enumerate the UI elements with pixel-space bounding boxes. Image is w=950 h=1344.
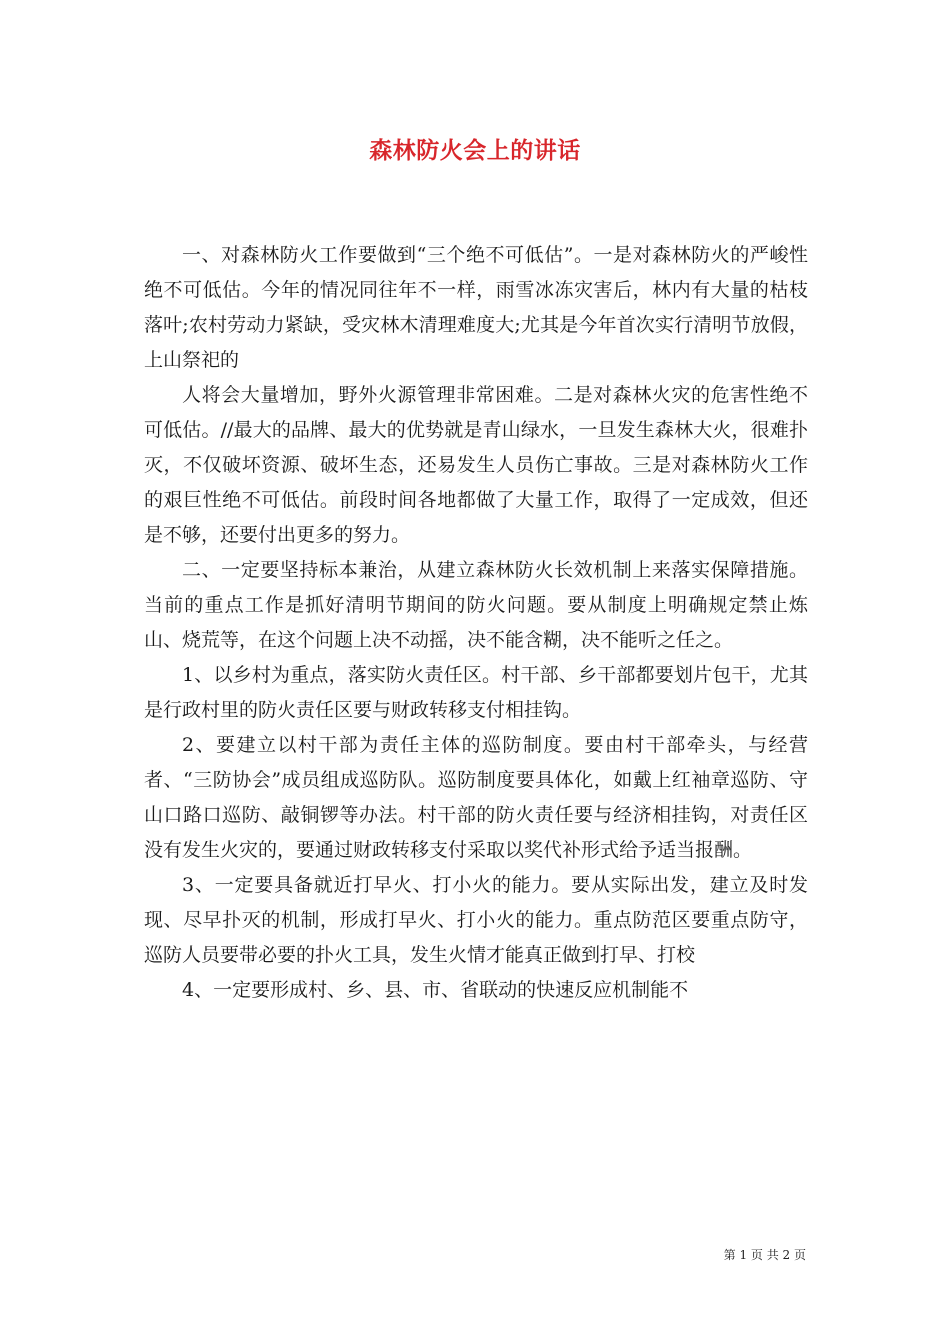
page-footer: 第 1 页 共 2 页 [723,1248,806,1262]
paragraph-4: 1、以乡村为重点，落实防火责任区。村干部、乡干部都要划片包干，尤其是行政村里的防火责任区要与财政转移支付相挂钩。 [144,664,808,721]
paragraph-3: 二、一定要坚持标本兼治，从建立森林防火长效机制上来落实保障措施。当前的重点工作是抓好清明节期间的防火问题。要从制度上明确规定禁止炼山、烧荒等，在这个问题上决不动摇，决不能含糊，决不能听之任之。 [144,559,808,651]
paragraph-6: 3、一定要具备就近打早火、打小火的能力。要从实际出发，建立及时发现、尽早扑灭的机制，形成打早火、打小火的能力。重点防范区要重点防守，巡防人员要带必要的扑火工具，发生火情才能真正做到打早、打校 [144,874,808,966]
paragraph-5: 2、要建立以村干部为责任主体的巡防制度。要由村干部牵头，与经营者、“三防协会”成员组成巡防队。巡防制度要具体化，如戴上红袖章巡防、守山口路口巡防、敲铜锣等办法。村干部的防火责任要与经济相挂钩，对责任区没有发生火灾的，要通过财政转移支付采取以奖代补形式给予适当报酬。 [144,734,808,861]
document-title: 森林防火会上的讲话 [369,137,581,164]
paragraph-7: 4、一定要形成村、乡、县、市、省联动的快速反应机制能不 [182,979,689,1001]
document-body [144,238,808,1008]
paragraph-1: 一、对森林防火工作要做到“三个绝不可低估”。一是对森林防火的严峻性绝不可低估。今年的情况同往年不一样，雨雪冰冻灾害后，林内有大量的枯枝落叶;农村劳动力紧缺，受灾林木清理难度大;尤其是今年首次实行清明节放假，上山祭祀的 [144,244,808,371]
paragraph-2: 人将会大量增加，野外火源管理非常困难。二是对森林火灾的危害性绝不可低估。//最大的品牌、最大的优势就是青山绿水，一旦发生森林大火，很难扑灭，不仅破坏资源、破坏生态，还易发生人员伤亡事故。三是对森林防火工作的艰巨性绝不可低估。前段时间各地都做了大量工作，取得了一定成效，但还是不够，还要付出更多的努力。 [144,384,808,546]
